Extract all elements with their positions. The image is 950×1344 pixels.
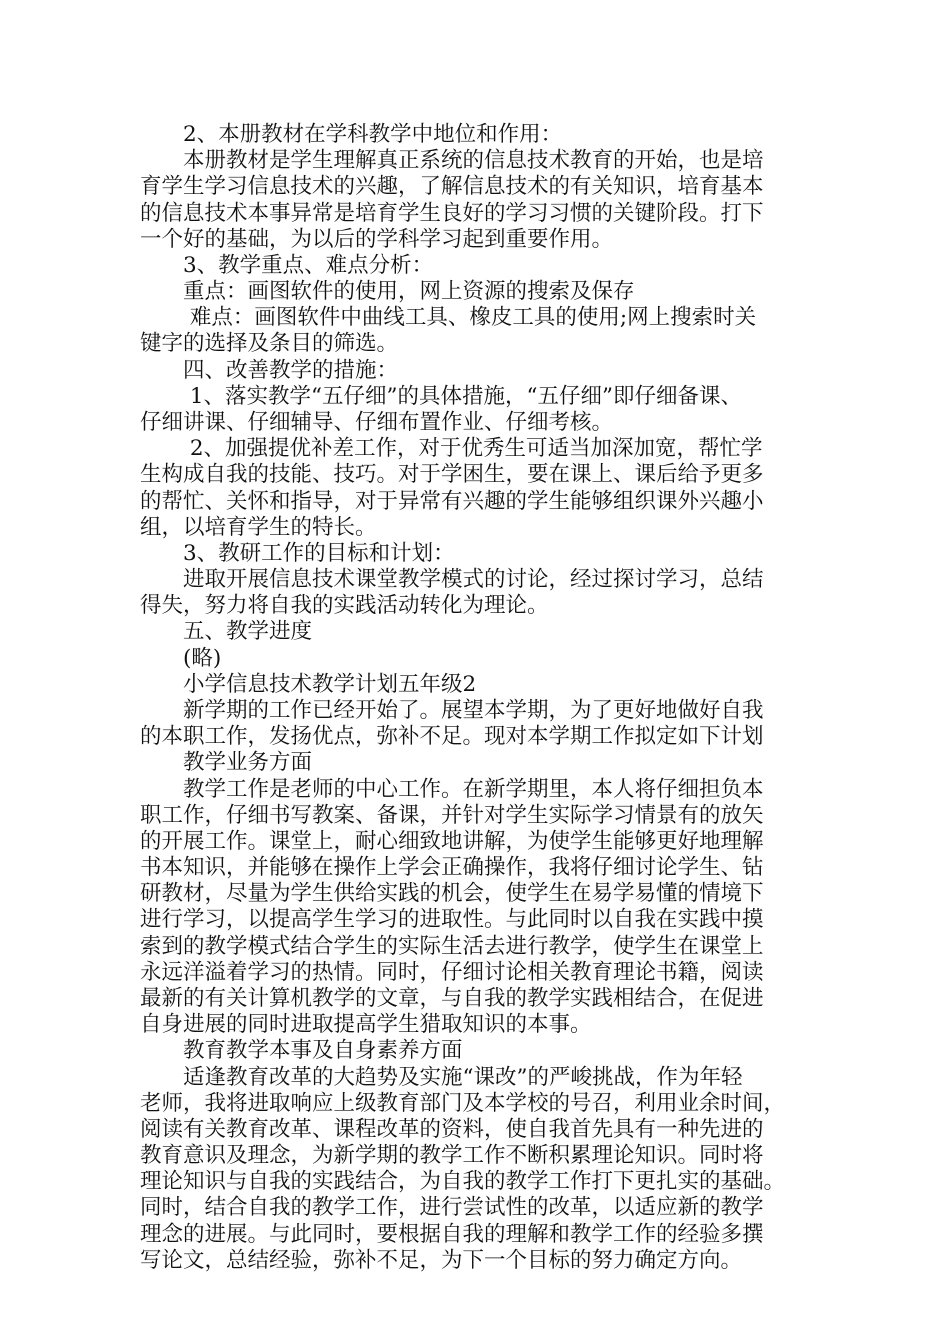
text-line: 难点：画图软件中曲线工具、橡皮工具的使用;网上搜索时关: [140, 305, 757, 331]
text-line: 阅读有关教育改革、课程改革的资料，使自我首先具有一种先进的: [140, 1116, 764, 1142]
text-line: 研教材，尽量为学生供给实践的机会，使学生在易学易懂的情境下: [140, 881, 764, 907]
text-line: 一个好的基础，为以后的学科学习起到重要作用。: [140, 226, 614, 252]
text-line: 仔细讲课、仔细辅导、仔细布置作业、仔细考核。: [140, 410, 614, 435]
text-line: 2、加强提优补差工作，对于优秀生可适当加深加宽，帮忙学: [140, 436, 763, 462]
text-line: 进行学习，以提高学生学习的进取性。与此同时以自我在实践中摸: [140, 907, 764, 933]
text-line: 的帮忙、关怀和指导，对于异常有兴趣的学生能够组织课外兴趣小: [140, 488, 764, 514]
text-line: 老师，我将进取响应上级教育部门及本学校的号召，利用业余时间，: [140, 1090, 786, 1116]
text-line: 索到的教学模式结合学生的实际生活去进行教学，使学生在课堂上: [140, 933, 764, 959]
text-line: 教学业务方面: [140, 750, 313, 776]
text-line: 的本职工作，发扬优点，弥补不足。现对本学期工作拟定如下计划: [140, 724, 764, 750]
text-line: 1、落实教学“五仔细”的具体措施，“五仔细”即仔细备课、: [140, 383, 742, 409]
text-line: 重点：画图软件的使用，网上资源的搜索及保存: [140, 279, 635, 305]
text-line: 永远洋溢着学习的热情。同时，仔细讨论相关教育理论书籍，阅读: [140, 959, 764, 985]
text-line: 2、本册教材在学科教学中地位和作用：: [140, 122, 563, 147]
text-line: 键字的选择及条目的筛选。: [140, 331, 399, 357]
text-line: 五、教学进度: [140, 619, 313, 645]
text-line: 适逢教育改革的大趋势及实施“课改”的严峻挑战，作为年轻: [140, 1064, 743, 1090]
text-line: 教学工作是老师的中心工作。在新学期里，本人将仔细担负本: [140, 776, 764, 802]
text-line: 的开展工作。课堂上，耐心细致地讲解，为使学生能够更好地理解: [140, 828, 764, 854]
text-line: 育学生学习信息技术的兴趣，了解信息技术的有关知识，培育基本: [140, 174, 764, 200]
text-line: 得失，努力将自我的实践活动转化为理论。: [140, 593, 549, 619]
text-line: 教育意识及理念，为新学期的教学工作不断积累理论知识。同时将: [140, 1143, 764, 1168]
text-line: 职工作，仔细书写教案、备课，并针对学生实际学习情景有的放矢: [140, 802, 764, 828]
text-line: 理论知识与自我的实践结合，为自我的教学工作打下更扎实的基础。: [140, 1169, 786, 1195]
text-line: 教育教学本事及自身素养方面: [140, 1038, 463, 1064]
text-line: 最新的有关计算机教学的文章，与自我的教学实践相结合，在促进: [140, 985, 764, 1011]
text-line: 小学信息技术教学计划五年级2: [140, 671, 477, 697]
text-line: 3、教学重点、难点分析：: [140, 252, 434, 278]
text-line: 写论文，总结经验，弥补不足，为下一个目标的努力确定方向。: [140, 1247, 743, 1273]
text-line: 3、教研工作的目标和计划：: [140, 540, 455, 566]
text-line: 新学期的工作已经开始了。展望本学期，为了更好地做好自我: [140, 698, 764, 723]
text-line: 四、改善教学的措施：: [140, 357, 399, 383]
text-line: 组，以培育学生的特长。: [140, 514, 377, 540]
text-line: 进取开展信息技术课堂教学模式的讨论，经过探讨学习，总结: [140, 567, 764, 593]
text-line: (略): [140, 645, 222, 671]
text-line: 同时，结合自我的教学工作，进行尝试性的改革，以适应新的教学: [140, 1195, 764, 1221]
text-line: 理念的进展。与此同时，要根据自我的理解和教学工作的经验多撰: [140, 1221, 764, 1247]
text-line: 本册教材是学生理解真正系统的信息技术教育的开始，也是培: [140, 148, 764, 174]
text-line: 自身进展的同时进取提高学生猎取知识的本事。: [140, 1012, 592, 1038]
text-line: 书本知识，并能够在操作上学会正确操作，我将仔细讨论学生、钻: [140, 855, 764, 880]
text-line: 生构成自我的技能、技巧。对于学困生，要在课上、课后给予更多: [140, 462, 764, 488]
text-line: 的信息技术本事异常是培育学生良好的学习习惯的关键阶段。打下: [140, 200, 764, 226]
